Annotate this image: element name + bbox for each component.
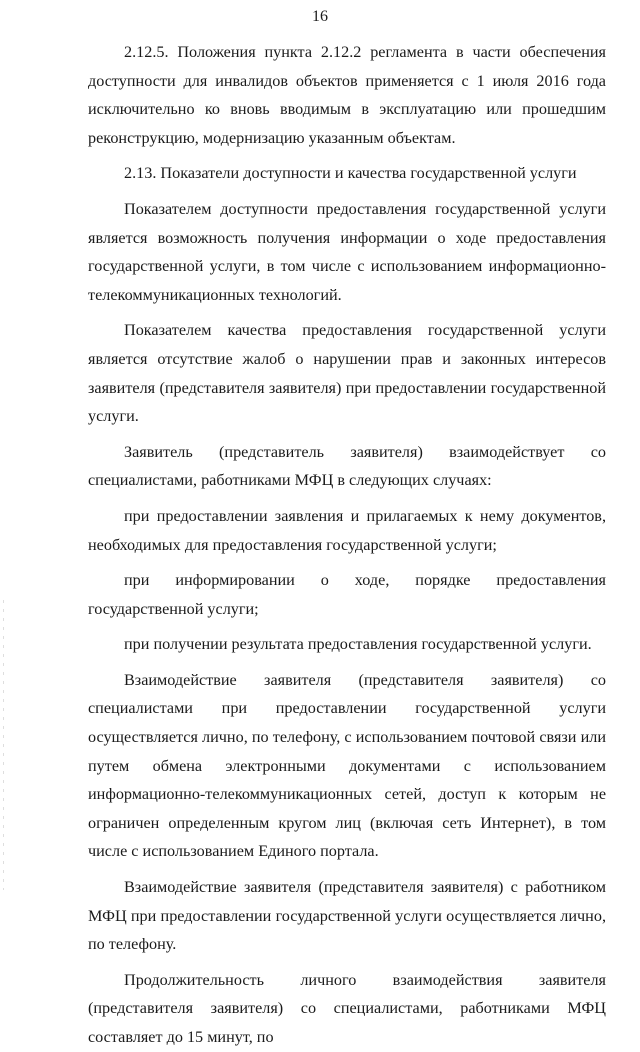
paragraph-interaction-duration: Продолжительность личного взаимодействия заявителя (представителя заявителя) со специалистами, работниками МФЦ составляет до 15 минут, по	[88, 970, 606, 1046]
scan-edge-artifact	[3, 600, 4, 890]
list-item-receiving-result: при получении результата предоставления государственной услуги.	[124, 635, 592, 654]
page-number: 16	[312, 8, 328, 25]
paragraph-2-12-5: 2.12.5. Положения пункта 2.12.2 регламента в части обеспечения доступности для инвалидов объектов применяется с 1 июля 2016 года исключительно ко вновь вводимым в эксплуатацию или прошедшим реконструкцию, модернизацию указанным объектам.	[88, 43, 606, 147]
paragraph-interaction-with-mfc: Взаимодействие заявителя (представителя заявителя) с работником МФЦ при предоставлении государственной услуги осуществляется лично, по телефону.	[88, 878, 606, 954]
document-body	[88, 38, 606, 1052]
section-heading-2-13: 2.13. Показатели доступности и качества государственной услуги	[124, 164, 577, 183]
paragraph-interaction-with-specialists: Взаимодействие заявителя (представителя заявителя) со специалистами при предоставлении государственной услуги осуществляется лично, по телефону, с использованием почтовой связи или путем обмена электронными документами с использованием информационно-телекоммуникационных сетей, доступ к которым не ограничен определенным кругом лиц (включая сеть Интернет), в том числе с использованием Единого портала.	[88, 670, 606, 861]
list-item-informing: при информировании о ходе, порядке предоставления государственной услуги;	[88, 571, 606, 618]
paragraph-quality-indicator: Показателем качества предоставления государственной услуги является отсутствие жалоб о нарушении прав и законных интересов заявителя (представителя заявителя) при предоставлении государственной услуги.	[88, 321, 606, 426]
paragraph-interaction-cases: Заявитель (представитель заявителя) взаимодействует со специалистами, работниками МФЦ в следующих случаях:	[88, 442, 606, 490]
list-item-application-submission: при предоставлении заявления и прилагаемых к нему документов, необходимых для предоставления государственной услуги;	[88, 506, 606, 554]
paragraph-accessibility-indicator: Показателем доступности предоставления государственной услуги является возможность получения информации о ходе предоставления государственной услуги, в том числе с использованием информационно-телекоммуникационных технологий.	[88, 199, 606, 304]
